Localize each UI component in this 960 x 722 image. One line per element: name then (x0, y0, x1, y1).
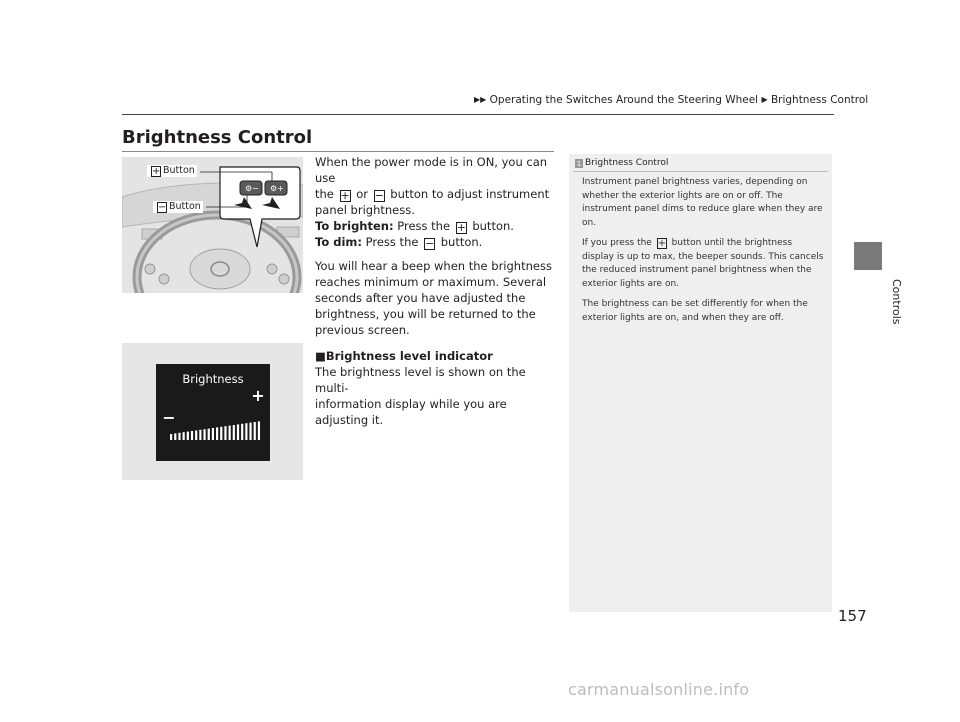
brightness-bar (170, 434, 172, 440)
plus-key-icon: + (657, 238, 667, 249)
indicator-line-2: information display while you are adjusting it. (315, 397, 507, 427)
brightness-bar (195, 430, 197, 440)
beep-line-5: previous screen. (315, 323, 410, 337)
plus-key-icon: + (456, 221, 466, 234)
breadcrumb-arrow-icon: ▶ (761, 95, 768, 104)
plus-callout-label: Button (163, 165, 195, 176)
beep-line-2: reaches minimum or maximum. Several (315, 275, 547, 289)
dim-instruction: To dim: Press the − button. (315, 235, 483, 250)
minus-key-icon: − (425, 237, 435, 250)
brightness-bar (245, 423, 247, 440)
brightness-bar (249, 423, 251, 440)
brightness-bar (208, 429, 210, 440)
note-paragraph-2: If you press the + button until the brightness display is up to max, the beeper sounds. This cancels the reduced instrument panel brightness when the exterior lights are on. (582, 238, 824, 289)
brightness-bar (220, 427, 222, 440)
beep-line-1: You will hear a beep when the brightness (315, 259, 552, 273)
indicator-heading: ■Brightness level indicator (315, 349, 493, 363)
brightness-display-illustration (122, 343, 303, 480)
brightness-bar (174, 433, 176, 440)
plus-key-icon: + (340, 189, 350, 202)
brightness-bar (258, 421, 260, 440)
brightness-bar (254, 422, 256, 440)
minus-button-callout (153, 201, 203, 213)
section-tab-marker (854, 242, 882, 270)
notes-body (582, 176, 826, 332)
breadcrumb (474, 94, 868, 106)
intro-line-1: When the power mode is in ON, you can use (315, 155, 548, 185)
breadcrumb-arrow-icon: ▶▶ (474, 95, 487, 104)
brightness-bar (212, 428, 214, 440)
brightness-display-drawing (122, 343, 303, 480)
section-tab-label[interactable]: Controls (890, 279, 903, 325)
breadcrumb-current: Brightness Control (770, 94, 869, 106)
minus-callout-label: Button (169, 201, 201, 212)
notes-heading: 1 Brightness Control (576, 158, 669, 168)
watermark: carmanualsonline.info (568, 680, 750, 699)
brightness-bar (233, 425, 235, 440)
page-number: 157 (838, 607, 867, 625)
display-plus-icon: + (251, 386, 265, 405)
minus-key-icon: − (374, 189, 384, 202)
display-title: Brightness (182, 372, 244, 386)
notes-divider (573, 171, 828, 172)
header-divider (122, 114, 834, 115)
note-paragraph-3: The brightness can be set differently for when the exterior lights are on, and when they are off. (582, 299, 808, 323)
brightness-bar (187, 432, 189, 440)
brighten-instruction: To brighten: Press the + button. (315, 219, 514, 234)
plus-button-callout (147, 165, 197, 177)
plus-key-icon: + (152, 166, 161, 177)
svg-text:⚙+: ⚙+ (270, 184, 284, 193)
intro-line-2: the + or − button to adjust instrument (315, 187, 550, 202)
brightness-bar (183, 432, 185, 440)
intro-line-3: panel brightness. (315, 203, 415, 217)
brightness-bar (216, 427, 218, 440)
brightness-bar (178, 433, 180, 440)
brightness-bar (237, 424, 239, 440)
brightness-bar (241, 424, 243, 440)
steering-wheel-drawing (122, 157, 303, 293)
brightness-bar (229, 426, 231, 440)
brightness-bar (224, 426, 226, 440)
breadcrumb-parent[interactable]: Operating the Switches Around the Steering Wheel (489, 94, 759, 106)
svg-text:⚙−: ⚙− (245, 184, 259, 193)
minus-key-icon: − (158, 202, 167, 213)
steering-wheel-illustration (122, 157, 303, 293)
notes-panel (569, 154, 832, 612)
display-minus-icon: − (162, 408, 176, 427)
note-paragraph-1: Instrument panel brightness varies, depending on whether the exterior lights are on or off. The instrument panel dims to reduce glare when they are on. (582, 177, 823, 228)
indicator-line-1: The brightness level is shown on the multi- (315, 365, 526, 395)
brightness-bar (203, 429, 205, 440)
beep-line-4: brightness, you will be returned to the (315, 307, 536, 321)
page-title: Brightness Control (122, 127, 313, 148)
main-body-text (315, 154, 560, 428)
beep-line-3: seconds after you have adjusted the (315, 291, 526, 305)
brightness-bar (199, 430, 201, 440)
brightness-bar (191, 431, 193, 440)
title-divider (122, 151, 554, 152)
note-marker-icon: 1 (576, 160, 582, 168)
